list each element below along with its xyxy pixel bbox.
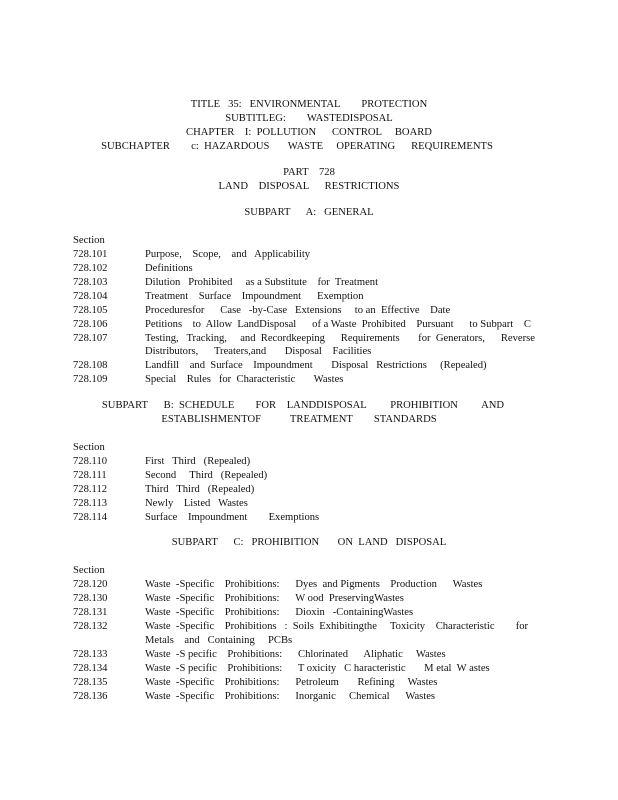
section-title: Waste -Specific Prohibitions: Petroleum Refining Wastes [145, 677, 438, 688]
section-number: 728.133 [73, 649, 108, 660]
section-number: 728.130 [73, 593, 108, 604]
title-line: TITLE 35: ENVIRONMENTAL PROTECTION [190, 99, 428, 110]
subpart-b-title: SUBPART B: SCHEDULE FOR LANDDISPOSAL PROHIBITION AND [101, 400, 505, 411]
subtitle-line: SUBTITLEG: WASTEDISPOSAL [225, 113, 393, 124]
section-title: Waste -Specific Prohibitions: Inorganic Chemical Wastes [145, 691, 436, 702]
section-title: Waste -Specific Prohibitions: Dyes and Pigments Production Wastes [145, 579, 483, 590]
section-number: 728.108 [73, 360, 108, 371]
section-number: 728.106 [73, 319, 108, 330]
section-number: 728.107 [73, 333, 108, 344]
subpart-a-title: SUBPART A: GENERAL [244, 207, 374, 218]
section-number: 728.102 [73, 263, 108, 274]
section-label: Section [73, 235, 105, 246]
section-number: 728.135 [73, 677, 108, 688]
section-title: Testing, Tracking, and Recordkeeping Requirements for Generators, Reverse [145, 333, 535, 344]
subpart-c-title: SUBPART C: PROHIBITION ON LAND DISPOSAL [171, 537, 447, 548]
section-title: Proceduresfor Case -by-Case Extensions to an Effective Date [145, 305, 451, 316]
section-title: Waste -S pecific Prohibitions: Chlorinated Aliphatic Wastes [145, 649, 446, 660]
section-title-continued: Distributors, Treaters,and Disposal Facilities [145, 346, 372, 357]
chapter-line: CHAPTER I: POLLUTION CONTROL BOARD [186, 127, 432, 138]
section-number: 728.103 [73, 277, 108, 288]
part-line: PART 728 [283, 167, 335, 178]
section-title: Landfill and Surface Impoundment Disposal Restrictions (Repealed) [145, 360, 487, 371]
section-title: Petitions to Allow LandDisposal of a Waste Prohibited Pursuant to Subpart C [145, 319, 531, 330]
section-title: Purpose, Scope, and Applicability [145, 249, 311, 260]
section-number: 728.134 [73, 663, 108, 674]
section-title: Treatment Surface Impoundment Exemption [145, 291, 364, 302]
section-number: 728.104 [73, 291, 108, 302]
subpart-b-title-continued: ESTABLISHMENTOF TREATMENT STANDARDS [161, 414, 437, 425]
section-number: 728.112 [73, 484, 108, 495]
section-number: 728.110 [73, 456, 108, 467]
section-number: 728.120 [73, 579, 108, 590]
section-number: 728.114 [73, 512, 108, 523]
section-number: 728.101 [73, 249, 108, 260]
section-title: Surface Impoundment Exemptions [145, 512, 320, 523]
part-title: LAND DISPOSAL RESTRICTIONS [218, 181, 400, 192]
section-title: Waste -Specific Prohibitions: Dioxin -ContainingWastes [145, 607, 414, 618]
section-number: 728.132 [73, 621, 108, 632]
section-number: 728.131 [73, 607, 108, 618]
section-title: Waste -Specific Prohibitions : Soils Exhibitingthe Toxicity Characteristic for [145, 621, 529, 632]
section-title: Third Third (Repealed) [145, 484, 255, 495]
section-title: Newly Listed Wastes [145, 498, 248, 509]
section-label: Section [73, 565, 105, 576]
section-number: 728.111 [73, 470, 107, 481]
section-title: Waste -S pecific Prohibitions: T oxicity C haracteristic M etal W astes [145, 663, 490, 674]
section-title: First Third (Repealed) [145, 456, 251, 467]
section-title: Definitions [145, 263, 193, 274]
section-number: 728.113 [73, 498, 108, 509]
section-title: Dilution Prohibited as a Substitute for Treatment [145, 277, 379, 288]
section-title: Second Third (Repealed) [145, 470, 268, 481]
section-title: Special Rules for Characteristic Wastes [145, 374, 344, 385]
section-number: 728.136 [73, 691, 108, 702]
section-title: Waste -Specific Prohibitions: W ood PreservingWastes [145, 593, 404, 604]
section-label: Section [73, 442, 105, 453]
section-number: 728.109 [73, 374, 108, 385]
section-title-continued: Metals and Containing PCBs [145, 635, 293, 646]
section-number: 728.105 [73, 305, 108, 316]
subchapter-line: SUBCHAPTER c: HAZARDOUS WASTE OPERATING REQUIREMENTS [101, 141, 493, 152]
